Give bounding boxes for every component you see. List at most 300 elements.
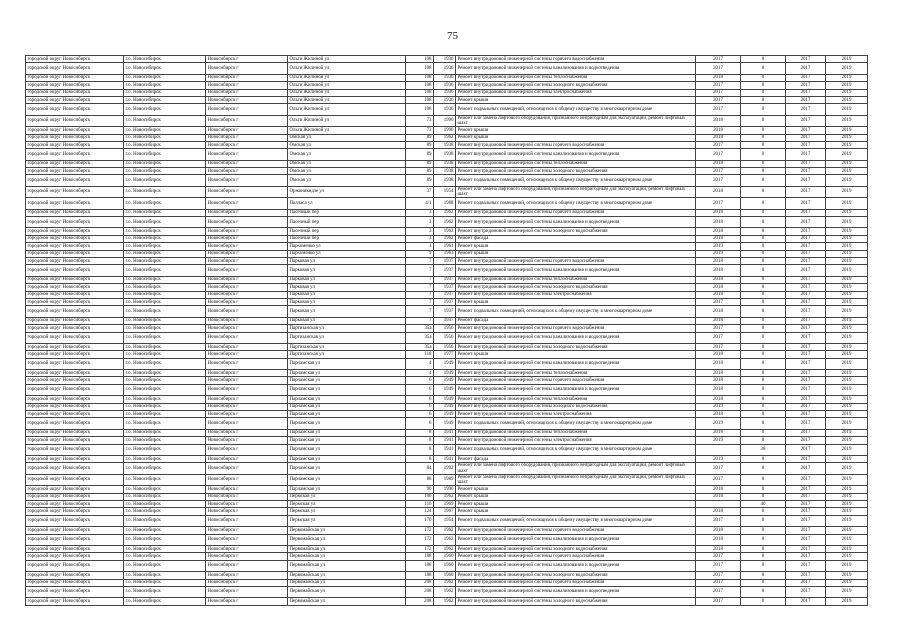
municipality-cell: городской округ Новосибирск <box>26 411 124 418</box>
start-year-cell: 2017 <box>786 572 826 579</box>
urban-district-cell: г.о. Новосибирск <box>124 250 206 257</box>
settlement-cell: Новосибирск г <box>206 545 288 552</box>
start-year-cell: 2017 <box>786 508 826 515</box>
amount-cell: 0 <box>741 160 786 167</box>
urban-district-cell: г.о. Новосибирск <box>124 149 206 160</box>
work-type-cell: Ремонт внутридомовой инженерной системы канализования и водоотведения <box>456 149 696 160</box>
amount-cell: 0 <box>741 284 786 291</box>
start-year-cell: 2017 <box>786 198 826 209</box>
house-number-cell: 7 <box>406 298 434 305</box>
house-number-cell: 124 <box>406 508 434 515</box>
house-number-cell: 89 <box>406 141 434 148</box>
municipality-cell: городской округ Новосибирск <box>26 317 124 324</box>
plan-year-cell: 2018 <box>696 396 741 403</box>
street-cell: Парламская ул <box>288 411 406 418</box>
settlement-cell: Новосибирск г <box>206 317 288 324</box>
build-year-cell: 1977 <box>434 351 456 358</box>
build-year-cell: 1937 <box>434 291 456 298</box>
work-type-cell: Ремонт внутридомовой инженерной системы канализования и водоотведения <box>456 332 696 343</box>
start-year-cell: 2017 <box>786 217 826 228</box>
municipality-cell: городской округ Новосибирск <box>26 325 124 332</box>
end-year-cell: 2019 <box>826 325 868 332</box>
table-row <box>26 325 868 332</box>
house-number-cell: 90 <box>406 486 434 493</box>
plan-year-cell: 2017 <box>696 298 741 305</box>
plan-year-cell: 2017 <box>696 586 741 597</box>
work-type-cell: Ремонт внутридомовой инженерной системы холодного водоснабжения <box>456 284 696 291</box>
plan-year-cell: 2019 <box>696 437 741 444</box>
amount-cell: 0 <box>741 149 786 160</box>
build-year-cell: 1967 <box>434 508 456 515</box>
street-cell: Парковая ул <box>288 317 406 324</box>
plan-year-cell: 2018 <box>696 486 741 493</box>
table-row <box>26 198 868 209</box>
settlement-cell: Новосибирск г <box>206 235 288 242</box>
plan-year-cell: 2017 <box>696 96 741 103</box>
end-year-cell: 2019 <box>826 149 868 160</box>
end-year-cell: 2019 <box>826 572 868 579</box>
house-number-cell: 6 <box>406 411 434 418</box>
table-row <box>26 411 868 418</box>
street-cell: Парламская ул <box>288 429 406 436</box>
start-year-cell: 2017 <box>786 317 826 324</box>
house-number-cell: 35а <box>406 332 434 343</box>
urban-district-cell: г.о. Новосибирск <box>124 463 206 474</box>
amount-cell: 0 <box>741 474 786 485</box>
municipality-cell: городской округ Новосибирск <box>26 534 124 545</box>
house-number-cell: 3 <box>406 228 434 235</box>
urban-district-cell: г.о. Новосибирск <box>124 586 206 597</box>
settlement-cell: Новосибирск г <box>206 493 288 500</box>
urban-district-cell: г.о. Новосибирск <box>124 56 206 63</box>
urban-district-cell: г.о. Новосибирск <box>124 572 206 579</box>
build-year-cell: 1960 <box>434 560 456 571</box>
table-row <box>26 265 868 276</box>
work-type-cell: Ремонт внутридомовой инженерной системы горячего водоснабжения <box>456 141 696 148</box>
street-cell: Пасечный пер <box>288 235 406 242</box>
house-number-cell: 172 <box>406 527 434 534</box>
municipality-cell: городской округ Новосибирск <box>26 265 124 276</box>
build-year-cell: 1937 <box>434 265 456 276</box>
street-cell: Ольги Жилиной ул <box>288 115 406 126</box>
plan-year-cell: 2018 <box>696 74 741 81</box>
plan-year-cell: 2017 <box>696 149 741 160</box>
end-year-cell: 2019 <box>826 403 868 410</box>
municipality-cell: городской округ Новосибирск <box>26 141 124 148</box>
amount-cell: 0 <box>741 358 786 369</box>
table-row <box>26 474 868 485</box>
street-cell: Омская ул <box>288 149 406 160</box>
street-cell: Парламская ул <box>288 370 406 377</box>
work-type-cell: Ремонт внутридомовой инженерной системы горячего водоснабжения <box>456 377 696 384</box>
urban-district-cell: г.о. Новосибирск <box>124 63 206 74</box>
settlement-cell: Новосибирск г <box>206 396 288 403</box>
street-cell: Первомайская ул <box>288 534 406 545</box>
start-year-cell: 2017 <box>786 351 826 358</box>
street-cell: Омская ул <box>288 168 406 175</box>
house-number-cell: 37 <box>406 186 434 197</box>
house-number-cell: 172 <box>406 534 434 545</box>
work-type-cell: Ремонт или замена лифтового оборудования, признанного непригодным для эксплуатации, ремонт лифтовых шахт <box>456 463 696 474</box>
municipality-cell: городской округ Новосибирск <box>26 276 124 283</box>
settlement-cell: Новосибирск г <box>206 209 288 216</box>
plan-year-cell: 2017 <box>696 332 741 343</box>
end-year-cell: 2019 <box>826 186 868 197</box>
urban-district-cell: г.о. Новосибирск <box>124 493 206 500</box>
urban-district-cell: г.о. Новосибирск <box>124 403 206 410</box>
municipality-cell: городской округ Новосибирск <box>26 384 124 395</box>
table-row <box>26 463 868 474</box>
plan-year-cell: 2018 <box>696 508 741 515</box>
house-number-cell: 8 <box>406 437 434 444</box>
street-cell: Омская ул <box>288 160 406 167</box>
build-year-cell: 1962 <box>434 579 456 586</box>
house-number-cell: 7 <box>406 284 434 291</box>
build-year-cell: 1937 <box>434 306 456 317</box>
urban-district-cell: г.о. Новосибирск <box>124 291 206 298</box>
municipality-cell: городской округ Новосибирск <box>26 235 124 242</box>
urban-district-cell: г.о. Новосибирск <box>124 384 206 395</box>
work-type-cell: Ремонт крыши <box>456 96 696 103</box>
end-year-cell: 2019 <box>826 56 868 63</box>
table-row <box>26 384 868 395</box>
start-year-cell: 2017 <box>786 493 826 500</box>
settlement-cell: Новосибирск г <box>206 134 288 141</box>
work-type-cell: Ремонт внутридомовой инженерной системы канализования и водоотведения <box>456 586 696 597</box>
build-year-cell: 1937 <box>434 258 456 265</box>
table-row <box>26 515 868 526</box>
build-year-cell: 1949 <box>434 396 456 403</box>
municipality-cell: городской округ Новосибирск <box>26 351 124 358</box>
build-year-cell: 1990 <box>434 115 456 126</box>
settlement-cell: Новосибирск г <box>206 89 288 96</box>
plan-year-cell: 2018 <box>696 493 741 500</box>
house-number-cell: 188 <box>406 553 434 560</box>
end-year-cell: 2019 <box>826 527 868 534</box>
end-year-cell: 2019 <box>826 82 868 89</box>
amount-cell: 0 <box>741 508 786 515</box>
end-year-cell: 2019 <box>826 358 868 369</box>
municipality-cell: городской округ Новосибирск <box>26 104 124 115</box>
municipality-cell: городской округ Новосибирск <box>26 579 124 586</box>
plan-year-cell: 2018 <box>696 377 741 384</box>
start-year-cell: 2017 <box>786 115 826 126</box>
start-year-cell: 2017 <box>786 175 826 186</box>
work-type-cell: Ремонт крыши <box>456 351 696 358</box>
urban-district-cell: г.о. Новосибирск <box>124 127 206 134</box>
house-number-cell: 7 <box>406 317 434 324</box>
amount-cell: 0 <box>741 104 786 115</box>
table-row <box>26 258 868 265</box>
work-type-cell: Ремонт внутридомовой инженерной системы теплоснабжения <box>456 370 696 377</box>
urban-district-cell: г.о. Новосибирск <box>124 598 206 605</box>
amount-cell: 0 <box>741 141 786 148</box>
start-year-cell: 2017 <box>786 325 826 332</box>
house-number-cell: 7 <box>406 276 434 283</box>
settlement-cell: Новосибирск г <box>206 265 288 276</box>
plan-year-cell: 2017 <box>696 56 741 63</box>
settlement-cell: Новосибирск г <box>206 115 288 126</box>
end-year-cell: 2019 <box>826 463 868 474</box>
street-cell: Парламская ул <box>288 403 406 410</box>
municipality-cell: городской округ Новосибирск <box>26 358 124 369</box>
urban-district-cell: г.о. Новосибирск <box>124 168 206 175</box>
municipality-cell: городской округ Новосибирск <box>26 127 124 134</box>
street-cell: Пасечный пер <box>288 228 406 235</box>
settlement-cell: Новосибирск г <box>206 403 288 410</box>
municipality-cell: городской округ Новосибирск <box>26 500 124 507</box>
street-cell: Ольги Жилиной ул <box>288 96 406 103</box>
street-cell: Парламская ул <box>288 418 406 429</box>
end-year-cell: 2019 <box>826 258 868 265</box>
start-year-cell: 2017 <box>786 63 826 74</box>
end-year-cell: 2019 <box>826 284 868 291</box>
build-year-cell: 1989 <box>434 474 456 485</box>
street-cell: Парковая ул <box>288 265 406 276</box>
settlement-cell: Новосибирск г <box>206 579 288 586</box>
municipality-cell: городской округ Новосибирск <box>26 377 124 384</box>
plan-year-cell: 2017 <box>696 579 741 586</box>
table-row <box>26 217 868 228</box>
house-number-cell: 7 <box>406 291 434 298</box>
house-number-cell: 118 <box>406 351 434 358</box>
build-year-cell: 1936 <box>434 96 456 103</box>
table-row <box>26 527 868 534</box>
settlement-cell: Новосибирск г <box>206 284 288 291</box>
work-type-cell: Ремонт внутридомовой инженерной системы горячего водоснабжения <box>456 325 696 332</box>
urban-district-cell: г.о. Новосибирск <box>124 437 206 444</box>
start-year-cell: 2017 <box>786 134 826 141</box>
work-type-cell: Ремонт внутридомовой инженерной системы теплоснабжения <box>456 160 696 167</box>
street-cell: Омская ул <box>288 141 406 148</box>
table-row <box>26 89 868 96</box>
end-year-cell: 2019 <box>826 160 868 167</box>
settlement-cell: Новосибирск г <box>206 560 288 571</box>
house-number-cell: 89 <box>406 149 434 160</box>
house-number-cell: 108 <box>406 96 434 103</box>
end-year-cell: 2019 <box>826 265 868 276</box>
build-year-cell: 1941 <box>434 429 456 436</box>
municipality-cell: городской округ Новосибирск <box>26 474 124 485</box>
municipality-cell: городской округ Новосибирск <box>26 291 124 298</box>
plan-year-cell: 2017 <box>696 325 741 332</box>
municipality-cell: городской округ Новосибирск <box>26 115 124 126</box>
amount-cell: 0 <box>741 56 786 63</box>
urban-district-cell: г.о. Новосибирск <box>124 186 206 197</box>
amount-cell: 0 <box>741 258 786 265</box>
municipality-cell: городской округ Новосибирск <box>26 527 124 534</box>
urban-district-cell: г.о. Новосибирск <box>124 351 206 358</box>
urban-district-cell: г.о. Новосибирск <box>124 217 206 228</box>
street-cell: Парковая ул <box>288 276 406 283</box>
end-year-cell: 2019 <box>826 411 868 418</box>
amount-cell: 0 <box>741 243 786 250</box>
house-number-cell: 3 <box>406 209 434 216</box>
table-row <box>26 56 868 63</box>
settlement-cell: Новосибирск г <box>206 358 288 369</box>
plan-year-cell: 2019 <box>696 403 741 410</box>
table-row <box>26 74 868 81</box>
municipality-cell: городской округ Новосибирск <box>26 82 124 89</box>
house-number-cell: 108 <box>406 89 434 96</box>
table-row <box>26 553 868 560</box>
municipality-cell: городской округ Новосибирск <box>26 258 124 265</box>
work-type-cell: Ремонт или замена лифтового оборудования, признанного непригодным для эксплуатации, ремонт лифтовых шахт <box>456 186 696 197</box>
build-year-cell: 1992 <box>434 463 456 474</box>
urban-district-cell: г.о. Новосибирск <box>124 141 206 148</box>
settlement-cell: Новосибирск г <box>206 429 288 436</box>
end-year-cell: 2019 <box>826 351 868 358</box>
urban-district-cell: г.о. Новосибирск <box>124 298 206 305</box>
settlement-cell: Новосибирск г <box>206 291 288 298</box>
plan-year-cell: 2018 <box>696 291 741 298</box>
build-year-cell: 1949 <box>434 418 456 429</box>
municipality-cell: городской округ Новосибирск <box>26 175 124 186</box>
work-type-cell: Ремонт внутридомовой инженерной системы теплоснабжения <box>456 396 696 403</box>
municipality-cell: городской округ Новосибирск <box>26 306 124 317</box>
municipality-cell: городской округ Новосибирск <box>26 217 124 228</box>
start-year-cell: 2017 <box>786 149 826 160</box>
build-year-cell: 1936 <box>434 56 456 63</box>
amount-cell: 0 <box>741 527 786 534</box>
build-year-cell: 1949 <box>434 358 456 369</box>
work-type-cell: Ремонт внутридомовой инженерной системы канализования и водоотведения <box>456 560 696 571</box>
end-year-cell: 2019 <box>826 456 868 463</box>
urban-district-cell: г.о. Новосибирск <box>124 486 206 493</box>
table-row <box>26 444 868 455</box>
build-year-cell: 1936 <box>434 104 456 115</box>
municipality-cell: городской округ Новосибирск <box>26 298 124 305</box>
settlement-cell: Новосибирск г <box>206 486 288 493</box>
house-number-cell: 4 <box>406 370 434 377</box>
build-year-cell: 1936 <box>434 82 456 89</box>
urban-district-cell: г.о. Новосибирск <box>124 418 206 429</box>
end-year-cell: 2019 <box>826 384 868 395</box>
start-year-cell: 2017 <box>786 370 826 377</box>
work-type-cell: Ремонт внутридомовой инженерной системы холодного водоснабжения <box>456 572 696 579</box>
start-year-cell: 2017 <box>786 168 826 175</box>
urban-district-cell: г.о. Новосибирск <box>124 74 206 81</box>
build-year-cell: 1960 <box>434 553 456 560</box>
build-year-cell: 1954 <box>434 186 456 197</box>
build-year-cell: 1938 <box>434 149 456 160</box>
settlement-cell: Новосибирск г <box>206 250 288 257</box>
build-year-cell: 1962 <box>434 217 456 228</box>
street-cell: Омская ул <box>288 134 406 141</box>
house-number-cell: 6 <box>406 377 434 384</box>
table-row <box>26 276 868 283</box>
urban-district-cell: г.о. Новосибирск <box>124 235 206 242</box>
urban-district-cell: г.о. Новосибирск <box>124 89 206 96</box>
amount-cell: 0 <box>741 396 786 403</box>
municipality-cell: городской округ Новосибирск <box>26 456 124 463</box>
street-cell: Пасечный пер <box>288 217 406 228</box>
end-year-cell: 2019 <box>826 198 868 209</box>
settlement-cell: Новосибирск г <box>206 74 288 81</box>
end-year-cell: 2019 <box>826 534 868 545</box>
work-type-cell: Ремонт внутридомовой инженерной системы холодного водоснабжения <box>456 82 696 89</box>
amount-cell: 0 <box>741 493 786 500</box>
settlement-cell: Новосибирск г <box>206 534 288 545</box>
start-year-cell: 2017 <box>786 560 826 571</box>
house-number-cell: 108 <box>406 74 434 81</box>
plan-year-cell: 2017 <box>696 198 741 209</box>
work-type-cell: Ремонт фасада <box>456 317 696 324</box>
plan-year-cell: 2017 <box>696 463 741 474</box>
house-number-cell: 73 <box>406 127 434 134</box>
end-year-cell: 2019 <box>826 370 868 377</box>
settlement-cell: Новосибирск г <box>206 243 288 250</box>
amount-cell: 0 <box>741 168 786 175</box>
work-type-cell: Ремонт подвальных помещений, относящихся к общему имуществу в многоквартирном доме <box>456 175 696 186</box>
work-type-cell: Ремонт внутридомовой инженерной системы холодного водоснабжения <box>456 168 696 175</box>
street-cell: Оржоникидзе ул <box>288 186 406 197</box>
street-cell: Парламская ул <box>288 463 406 474</box>
plan-year-cell: 2017 <box>696 175 741 186</box>
start-year-cell: 2017 <box>786 358 826 369</box>
amount-cell: 0 <box>741 418 786 429</box>
work-type-cell: Ремонт подвальных помещений, относящихся к общему имуществу в многоквартирном доме <box>456 515 696 526</box>
table-row <box>26 298 868 305</box>
municipality-cell: городской округ Новосибирск <box>26 396 124 403</box>
work-type-cell: Ремонт внутридомовой инженерной системы горячего водоснабжения <box>456 553 696 560</box>
urban-district-cell: г.о. Новосибирск <box>124 500 206 507</box>
build-year-cell: 1962 <box>434 527 456 534</box>
house-number-cell: 3 <box>406 217 434 228</box>
amount-cell: 0 <box>741 534 786 545</box>
build-year-cell: 1990 <box>434 127 456 134</box>
street-cell: Парламская ул <box>288 456 406 463</box>
table-row <box>26 429 868 436</box>
end-year-cell: 2019 <box>826 486 868 493</box>
settlement-cell: Новосибирск г <box>206 325 288 332</box>
build-year-cell: 1937 <box>434 284 456 291</box>
plan-year-cell: 2018 <box>696 527 741 534</box>
plan-year-cell: 2018 <box>696 127 741 134</box>
start-year-cell: 2017 <box>786 209 826 216</box>
urban-district-cell: г.о. Новосибирск <box>124 243 206 250</box>
amount-cell: 0 <box>741 89 786 96</box>
house-number-cell: 6 <box>406 418 434 429</box>
settlement-cell: Новосибирск г <box>206 351 288 358</box>
table-row <box>26 598 868 605</box>
settlement-cell: Новосибирск г <box>206 217 288 228</box>
amount-cell: 0 <box>741 343 786 350</box>
work-type-cell: Ремонт внутридомовой инженерной системы холодного водоснабжения <box>456 403 696 410</box>
build-year-cell: 1938 <box>434 160 456 167</box>
municipality-cell: городской округ Новосибирск <box>26 429 124 436</box>
municipality-cell: городской округ Новосибирск <box>26 168 124 175</box>
start-year-cell: 2017 <box>786 228 826 235</box>
settlement-cell: Новосибирск г <box>206 527 288 534</box>
settlement-cell: Новосибирск г <box>206 508 288 515</box>
street-cell: Партизанская ул <box>288 343 406 350</box>
table-row <box>26 141 868 148</box>
settlement-cell: Новосибирск г <box>206 598 288 605</box>
work-type-cell: Ремонт внутридомовой инженерной системы горячего водоснабжения <box>456 56 696 63</box>
start-year-cell: 2017 <box>786 437 826 444</box>
settlement-cell: Новосибирск г <box>206 463 288 474</box>
plan-year-cell: 2019 <box>696 243 741 250</box>
build-year-cell: 1941 <box>434 444 456 455</box>
urban-district-cell: г.о. Новосибирск <box>124 325 206 332</box>
table-row <box>26 508 868 515</box>
start-year-cell: 2017 <box>786 456 826 463</box>
street-cell: Пермская ул <box>288 508 406 515</box>
work-type-cell: Ремонт крыши <box>456 500 696 507</box>
end-year-cell: 2019 <box>826 515 868 526</box>
settlement-cell: Новосибирск г <box>206 104 288 115</box>
